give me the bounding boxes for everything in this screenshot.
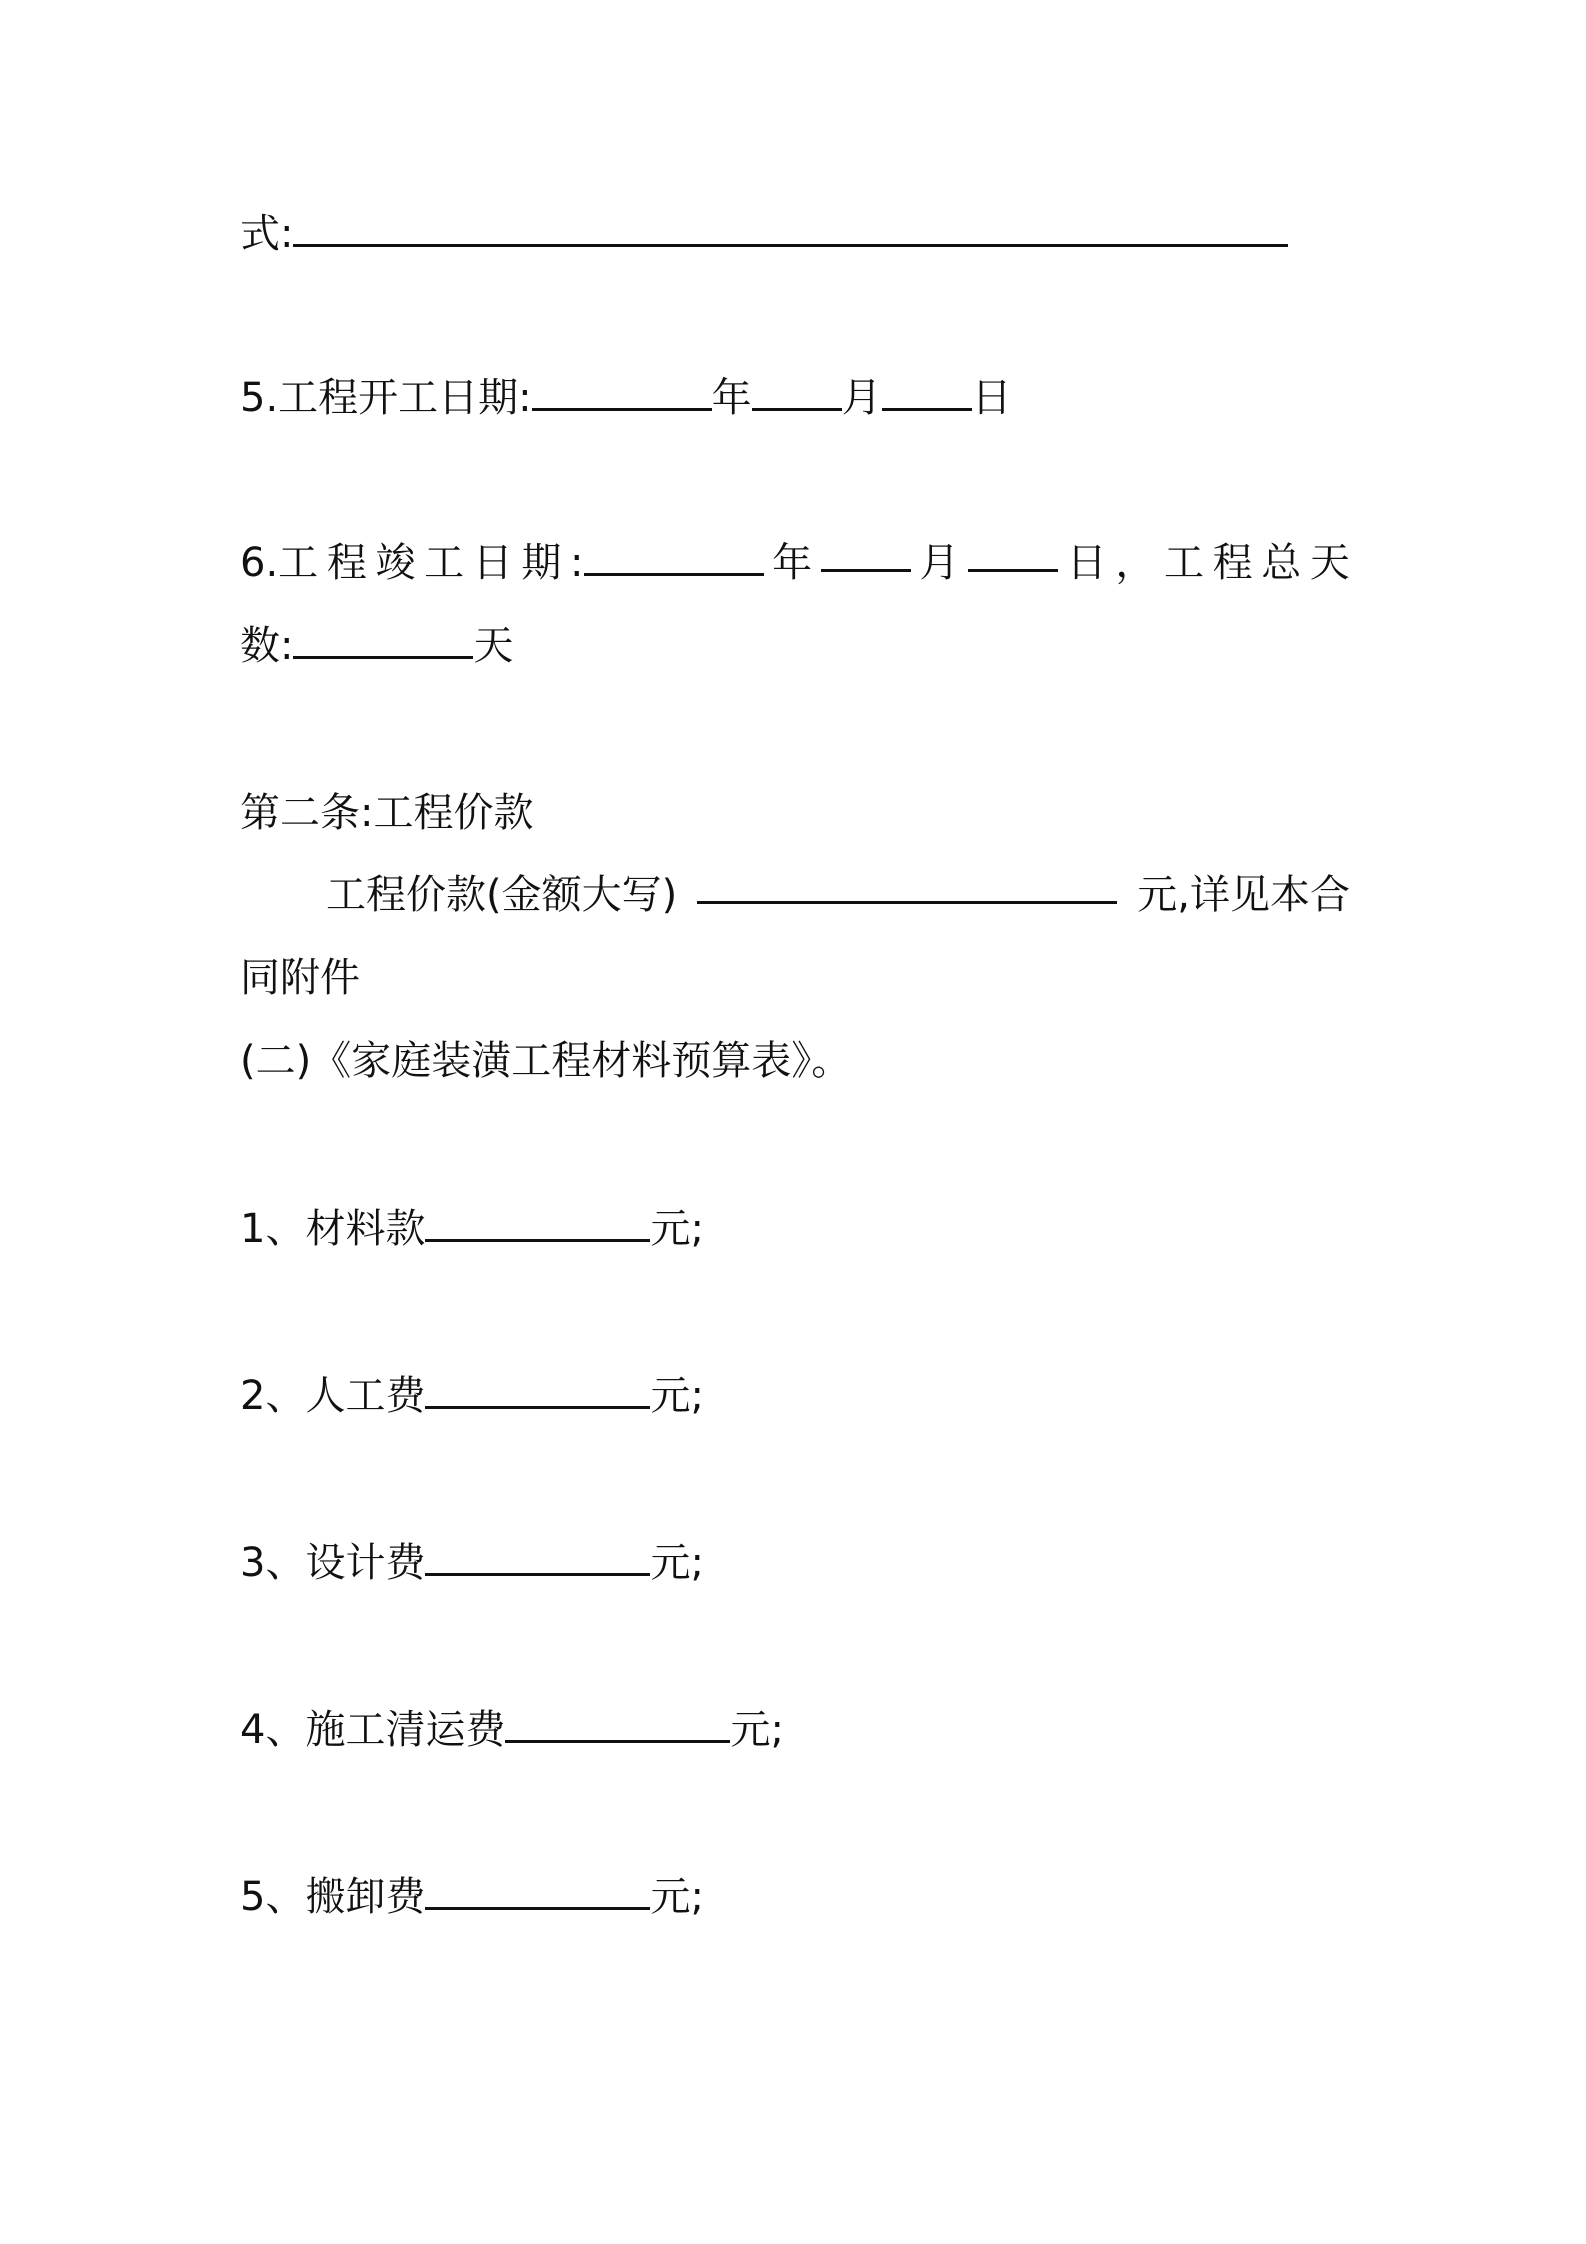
start-day-blank[interactable] [882,374,972,411]
price-label: 工程价款(金额大写) [326,872,678,918]
end-date-char: 总 [1261,540,1302,586]
item-unit: 元; [650,1373,704,1419]
item-amount-blank[interactable] [505,1706,730,1743]
price-blank[interactable] [697,867,1117,904]
end-date-char: 竣 [375,540,416,586]
item-label: 1、材料款 [240,1206,426,1252]
total-days-unit: 天 [473,623,514,669]
total-days-label: 数: [240,623,294,669]
end-date-char: 期 [521,540,562,586]
item-label: 5、搬卸费 [240,1874,426,1920]
method-line [240,206,1288,262]
end-year-label: 年 [772,540,813,586]
item-moving [240,1869,704,1925]
start-date-label: 5.工程开工日期: [240,375,532,421]
item-label: 4、施工清运费 [240,1707,506,1753]
item-label: 2、人工费 [240,1373,426,1419]
end-date-char: 程 [326,540,367,586]
end-date-char: : [570,540,584,586]
article-2-title: 第二条:工程价款 [240,790,534,836]
price-suffix: 元,详见本合 [1137,872,1350,918]
item-unit: 元; [730,1707,784,1753]
end-day-blank[interactable] [968,535,1058,572]
start-year-label: 年 [711,375,752,421]
method-label: 式: [240,211,294,257]
item-unit: 元; [650,1540,704,1586]
item-cleanup [240,1702,784,1758]
end-date-line [240,535,1350,591]
item-labor [240,1368,704,1424]
start-month-label: 月 [841,375,882,421]
item-amount-blank[interactable] [425,1205,650,1242]
item-amount-blank[interactable] [425,1372,650,1409]
item-amount-blank[interactable] [425,1539,650,1576]
price-continuation: 同附件 [240,955,360,1001]
start-year-blank[interactable] [532,374,712,411]
item-amount-blank[interactable] [425,1873,650,1910]
end-year-blank[interactable] [584,539,764,576]
total-days-line [240,618,513,674]
item-unit: 元; [650,1874,704,1920]
item-unit: 元; [650,1206,704,1252]
item-label: 3、设计费 [240,1540,426,1586]
end-date-char: 工 [1163,540,1204,586]
end-date-comma: ， [1115,540,1156,586]
end-date-char: 程 [1212,540,1253,586]
item-design [240,1535,704,1591]
price-line [326,867,1350,923]
start-day-label: 日 [971,375,1012,421]
end-date-char: 6.工 [240,540,319,586]
end-date-char: 工 [424,540,465,586]
end-date-char: 日 [472,540,513,586]
end-month-label: 月 [919,540,960,586]
budget-reference: (二)《家庭装潢工程材料预算表》。 [240,1038,852,1084]
start-month-blank[interactable] [752,374,842,411]
start-date-line [240,370,1012,426]
total-days-blank[interactable] [293,622,473,659]
end-month-blank[interactable] [821,535,911,572]
item-material [240,1201,704,1257]
end-day-label: 日 [1066,540,1107,586]
end-date-char: 天 [1309,540,1350,586]
method-blank[interactable] [293,210,1288,247]
